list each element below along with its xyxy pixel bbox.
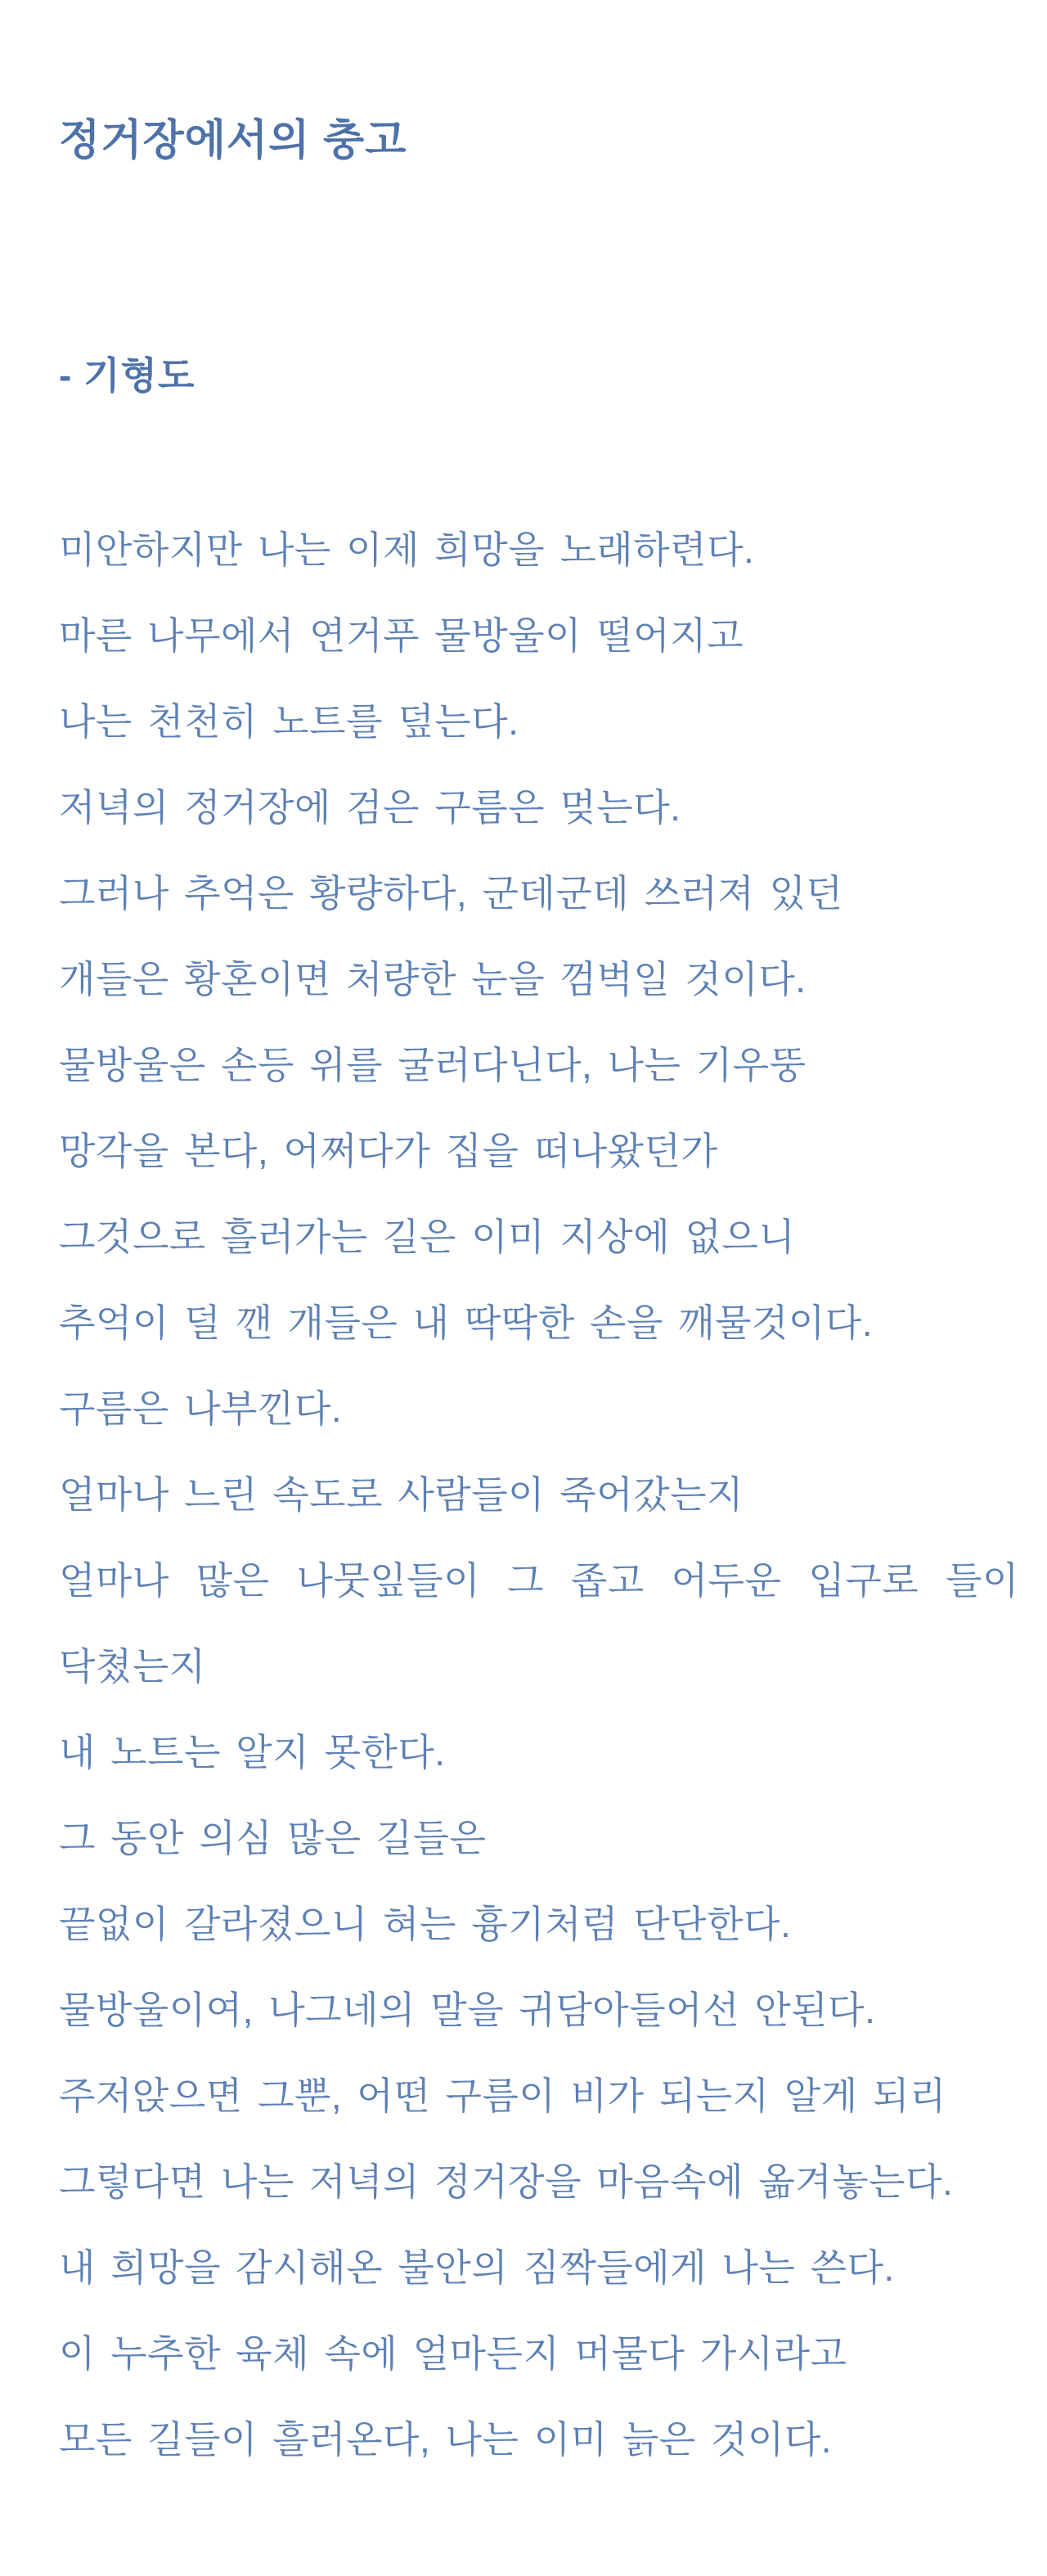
poem-line: 개들은 황혼이면 처량한 눈을 껌벅일 것이다. — [59, 958, 807, 1000]
poem-line: 내 희망을 감시해온 불안의 짐짝들에게 나는 쓴다. — [59, 2246, 895, 2289]
poem-line: 마른 나무에서 연거푸 물방울이 떨어지고 — [59, 614, 744, 657]
poem-line: 추억이 덜 깬 개들은 내 딱딱한 손을 깨물것이다. — [59, 1301, 874, 1344]
poem-line: 이 누추한 육체 속에 얼마든지 머물다 가시라고 — [59, 2332, 847, 2375]
poem-line: 나는 천천히 노트를 덮는다. — [59, 700, 519, 743]
poem-line: 주저앉으면 그뿐, 어떤 구름이 비가 되는지 알게 되리 — [59, 2075, 946, 2117]
poem-title: 정거장에서의 충고 — [59, 117, 407, 164]
poem-line: 내 노트는 알지 못한다. — [59, 1731, 446, 1774]
poem-author: - 기형도 — [59, 354, 195, 397]
poem-line: 그 동안 의심 많은 길들은 — [59, 1817, 487, 1859]
poem-line: 물방울은 손등 위를 굴러다닌다, 나는 기우뚱 — [59, 1044, 807, 1086]
poem-line: 그렇다면 나는 저녁의 정거장을 마음속에 옮겨놓는다. — [59, 2160, 954, 2203]
poem-line: 그러나 추억은 황량하다, 군데군데 쓰러져 있던 — [59, 872, 843, 915]
poem-line-wrapped: 얼마나 많은 나뭇잎들이 그 좁고 어두운 입구로 들이 — [59, 1559, 1019, 1602]
poem-line: 물방울이여, 나그네의 말을 귀담아들어선 안된다. — [59, 1989, 876, 2031]
poem-line: 그것으로 흘러가는 길은 이미 지상에 없으니 — [59, 1216, 796, 1258]
poem-body — [59, 507, 1019, 2483]
poem-line: 닥쳤는지 — [59, 1645, 206, 1688]
poem-line: 모든 길들이 흘러온다, 나는 이미 늙은 것이다. — [59, 2418, 833, 2461]
poem-line: 구름은 나부낀다. — [59, 1387, 343, 1430]
poem-line: 얼마나 느린 속도로 사람들이 죽어갔는지 — [59, 1473, 744, 1516]
poem-line: 미안하지만 나는 이제 희망을 노래하련다. — [59, 528, 755, 571]
poem-line: 끝없이 갈라졌으니 혀는 흉기처럼 단단한다. — [59, 1903, 792, 1945]
poem-line: 망각을 본다, 어쩌다가 집을 떠나왔던가 — [59, 1130, 718, 1172]
poem-line: 저녁의 정거장에 검은 구름은 멎는다. — [59, 786, 681, 829]
